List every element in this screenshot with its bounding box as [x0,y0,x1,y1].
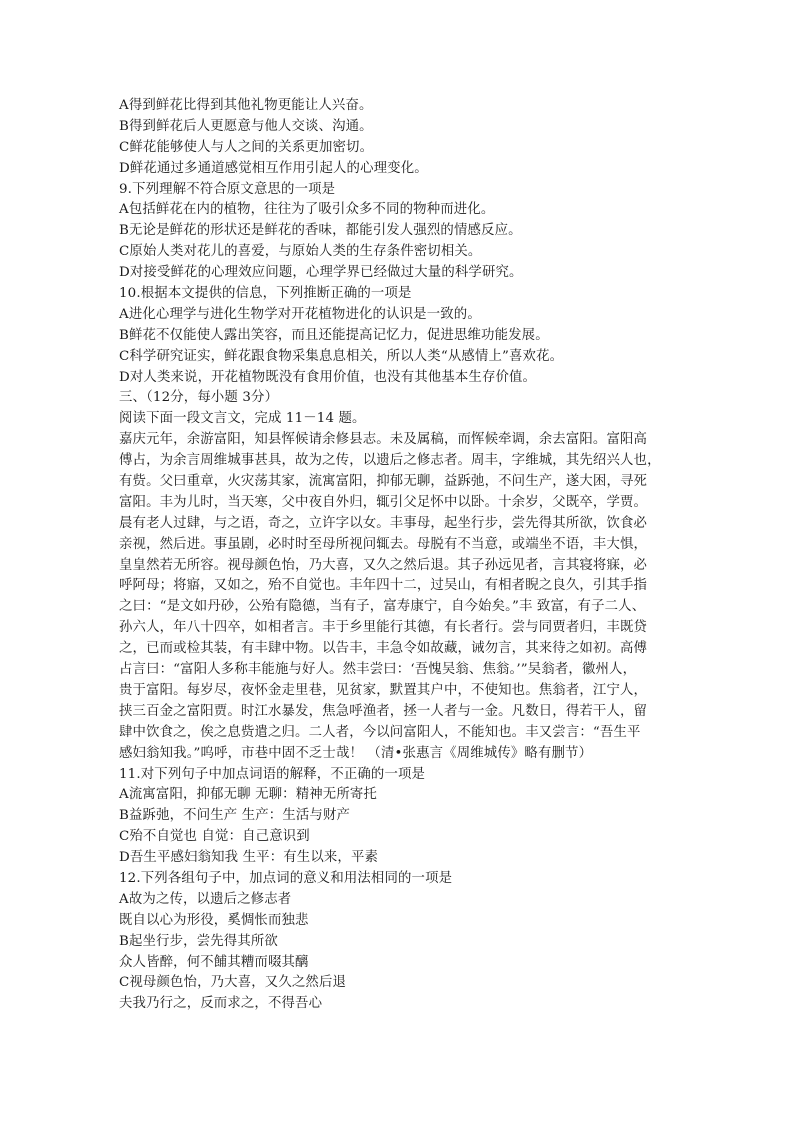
passage-line: 感妇翁知我。”呜呼，市巷中固不乏士哉！ （清•张惠言《周维城传》略有删节） [119,745,593,761]
passage-line: 皇皇然若无所容。视母颜色怡，乃大喜，又久之然后退。其子孙远见者，言其寝将寐，必 [119,557,648,573]
passage-line: 嘉庆元年，余游富阳，知县恽候请余修县志。未及属稿，而恽候牵调，余去富阳。富阳高 [119,432,648,448]
option-line: A包括鲜花在内的植物，往往为了吸引众多不同的物种而进化。 [119,202,495,218]
option-line: C科学研究证实，鲜花跟食物采集息息相关，所以人类“从感情上”喜欢花。 [119,348,564,364]
question-12: 12.下列各组句子中，加点词的意义和用法相同的一项是 [119,870,453,886]
option-line: B益跅弛，不问生产 生产：生活与财产 [119,808,351,824]
passage-line: 傅占，为余言周维城事甚具，故为之传，以遗后之修志者。周丰，字维城，其先绍兴人也， [119,453,661,469]
option-line: D鲜花通过多通道感觉相互作用引起人的心理变化。 [119,160,428,176]
passage-line: 有赀。父曰重章，火灾荡其家，流寓富阳，抑郁无聊，益跅弛，不问生产，遂大困，寻死 [119,474,648,490]
question-11: 11.对下列句子中加点词语的解释，不正确的一项是 [119,766,426,782]
passage-line: 之，已而或检其装，有丰肆中物。以告丰，丰急令如故藏，诫勿言，其来待之如初。高傅 [119,641,648,657]
option-line: A进化心理学与进化生物学对开花植物进化的认识是一致的。 [119,306,481,322]
passage-line: 富阳。丰为儿时，当天寒，父中夜自外归，辄引父足怀中以卧。十余岁，父既卒，学贾。 [119,494,648,510]
option-line: C鲜花能够使人与人之间的关系更加密切。 [119,139,374,155]
option-line: A流寓富阳，抑郁无聊 无聊：精神无所寄托 [119,787,377,803]
option-line: A得到鲜花比得到其他礼物更能让人兴奋。 [119,98,373,113]
passage-line: 肆中饮食之，俟之息赀遣之归。二人者，今以问富阳人，不能知也。丰又尝言：“吾生平 [119,724,641,740]
option-line: B得到鲜花后人更愿意与他人交谈、沟通。 [119,118,373,134]
question-9: 9.下列理解不符合原文意思的一项是 [119,181,336,197]
passage-line: 晨有老人过肆，与之语，奇之，立许字以女。丰事母，起坐行步，尝先得其所欲，饮食必 [119,515,648,531]
option-line: C殆不自觉也 自觉：自己意识到 [119,829,310,845]
passage-line: 之曰：“是文如丹砂，公殆有隐德，当有子，富寿康宁，自今始矣。”丰 致富，有子二人、 [119,599,646,615]
passage-line: 贵于富阳。每岁尽，夜怀金走里巷，见贫家，默置其户中，不使知也。焦翁者，江宁人， [119,682,648,698]
option-line: D对人类来说，开花植物既没有食用价值，也没有其他基本生存价值。 [119,369,537,385]
option-line: 众人皆醉，何不餔其糟而啜其醨 [119,954,309,970]
passage-line: 挟三百金之富阳贾。时江水暴发，焦急呼渔者，拯一人者与一金。凡数日，得若干人，留 [119,703,648,719]
passage-line: 孙六人，年八十四卒，如相者言。丰于乡里能行其德，有长者行。尝与同贾者归，丰既贷 [119,620,648,636]
reading-instruction: 阅读下面一段文言文，完成 11－14 题。 [119,411,366,427]
passage-line: 呼阿母；将寤，又如之，殆不自觉也。丰年四十二，过吴山，有相者睨之良久，引其手指 [119,578,648,594]
option-line: C原始人类对花儿的喜爱，与原始人类的生存条件密切相关。 [119,244,482,260]
option-line: B起坐行步，尝先得其所欲 [119,933,278,949]
section-heading: 三、（12分，每小题 3分） [119,390,279,406]
option-line: 既自以心为形役，奚惆怅而独悲 [119,912,309,928]
option-line: D吾生平感妇翁知我 生平：有生以来，平素 [119,850,379,866]
option-line: A故为之传，以遗后之修志者 [119,891,292,907]
passage-line: 占言曰：“富阳人多称丰能施与好人。然丰尝曰：‘吾愧吴翁、焦翁。’”吴翁者，徽州人， [119,662,637,678]
option-line: C视母颜色怡，乃大喜，又久之然后退 [119,975,347,991]
option-line: B无论是鲜花的形状还是鲜花的香味，都能引发人强烈的情感反应。 [119,223,522,239]
option-line: 夫我乃行之，反而求之，不得吾心 [119,996,323,1012]
passage-line: 亲视，然后进。事虽剧，必时时至母所视问辄去。母脱有不当意，或端坐不语，丰大惧， [119,536,648,552]
document-body [119,96,679,1015]
question-10: 10.根据本文提供的信息，下列推断正确的一项是 [119,286,412,302]
option-line: B鲜花不仅能使人露出笑容，而且还能提高记忆力，促进思维功能发展。 [119,327,549,343]
option-line: D对接受鲜花的心理效应问题，心理学界已经做过大量的科学研究。 [119,265,523,281]
